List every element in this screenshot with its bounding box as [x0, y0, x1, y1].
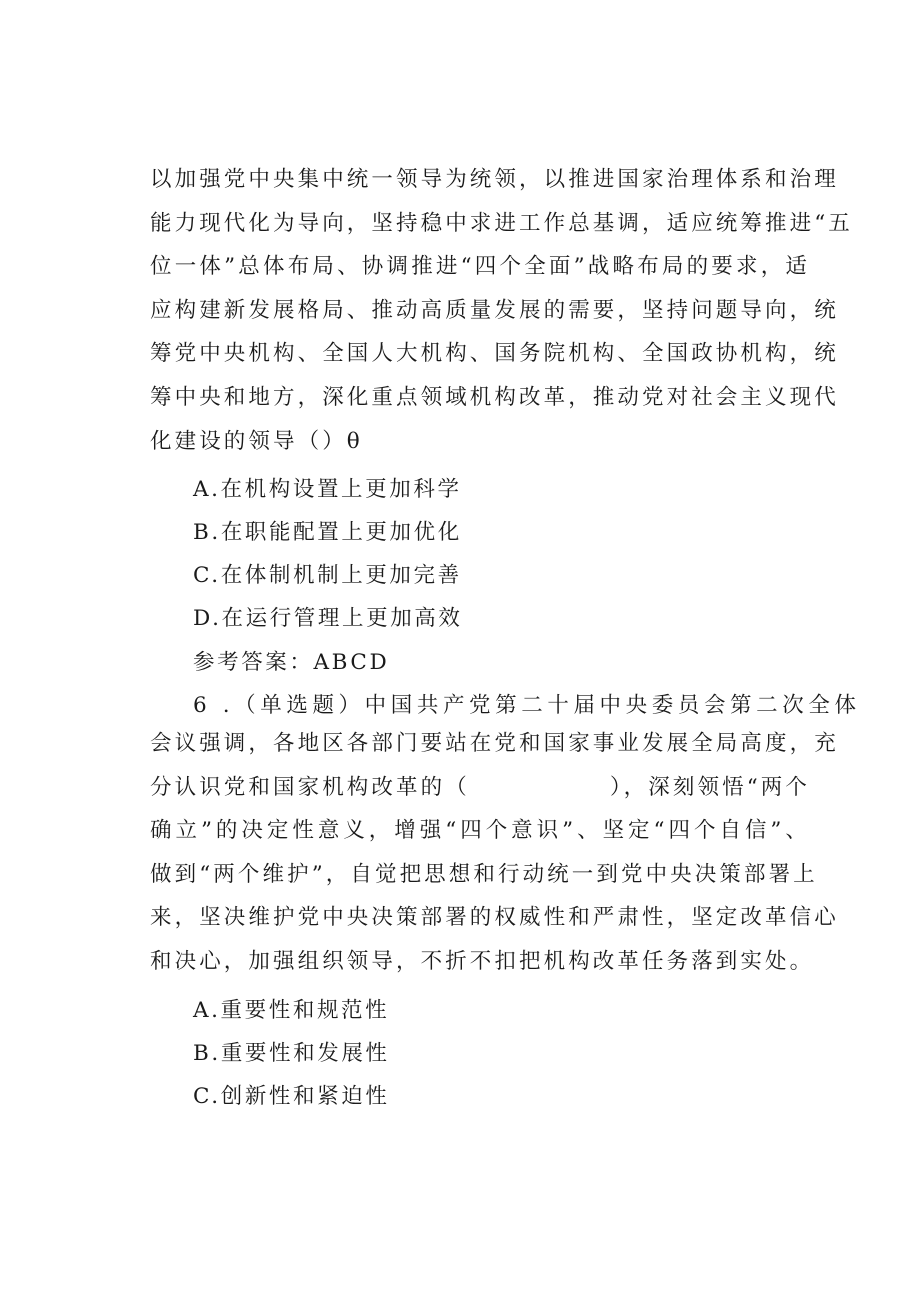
stem-line: 来，坚决维护党中央决策部署的权威性和严肃性，坚定改革信心 — [150, 905, 839, 931]
stem-line: 应构建新发展格局、推动高质量发展的需要，坚持问题导向，统 — [150, 297, 839, 323]
stem-line: 以加强党中央集中统一领导为统领，以推进国家治理体系和治理 — [150, 167, 839, 192]
stem-line — [150, 766, 810, 810]
q6-stem-line-1: 6 .（单选题）中国共产党第二十届中央委员会第二次全体 — [193, 693, 861, 718]
q6-option-c: C.创新性和紧迫性 — [193, 1084, 390, 1109]
stem-line-part: 分认识党和国家机构改革的（ — [150, 774, 470, 800]
stem-line: 能力现代化为导向，坚持稳中求进工作总基调，适应统筹推进“五 — [150, 210, 853, 236]
q5-answer: 参考答案：ABCD — [193, 650, 390, 675]
stem-line: 会议强调，各地区各部门要站在党和国家事业发展全局高度，充 — [150, 731, 839, 756]
stem-line-part: ），深刻领悟“两个 — [609, 774, 810, 800]
q6-option-a: A.重要性和规范性 — [193, 998, 390, 1023]
q5-option-a: A.在机构设置上更加科学 — [193, 477, 462, 502]
stem-line: 筹中央和地方，深化重点领域机构改革，推动党对社会主义现代 — [150, 384, 839, 410]
q6-option-b: B.重要性和发展性 — [193, 1041, 390, 1066]
q5-option-d: D.在运行管理上更加高效 — [193, 606, 463, 631]
q5-option-b: B.在职能配置上更加优化 — [193, 520, 462, 545]
stem-line: 做到“两个维护”，自觉把思想和行动统一到党中央决策部署上 — [150, 861, 818, 887]
stem-line: 位一体”总体布局、协调推进“四个全面”战略布局的要求，适 — [150, 254, 810, 280]
question-6-stem — [150, 722, 839, 984]
q5-option-c: C.在体制机制上更加完善 — [193, 563, 462, 588]
stem-line: 筹党中央机构、全国人大机构、国务院机构、全国政协机构，统 — [150, 341, 839, 367]
stem-line: 确立”的决定性意义，增强“四个意识”、坚定“四个自信”、 — [150, 818, 810, 844]
question-5-stem — [150, 158, 853, 463]
stem-line: 和决心，加强组织领导，不折不扣把机构改革任务落到实处。 — [150, 948, 815, 974]
stem-line: 化建设的领导（）θ — [150, 428, 363, 454]
